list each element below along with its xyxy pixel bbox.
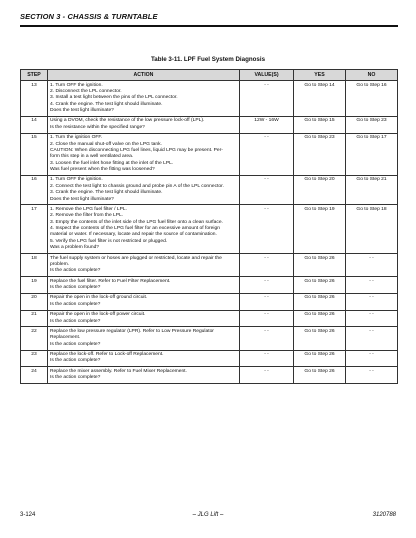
action-line: 5. Verify the LPG fuel filter is not restricted or plugged. xyxy=(50,238,168,244)
yes-cell: Go to Step 26 xyxy=(294,327,346,350)
action-line: Is the action complete? xyxy=(50,375,101,381)
step-cell: 15 xyxy=(21,133,48,175)
table-row xyxy=(21,81,398,117)
action-line: Does the test light illuminate? xyxy=(50,108,114,113)
table-row xyxy=(21,293,398,310)
action-line: form this step in a well ventilated area. xyxy=(50,154,134,160)
action-cell xyxy=(48,205,240,254)
diagnosis-table xyxy=(20,69,398,384)
no-cell: - - xyxy=(346,310,398,327)
action-line: material or water. If necessary, locate and repair the source of contamination. xyxy=(50,232,217,238)
action-line: Was a problem found? xyxy=(50,245,100,251)
yes-cell: Go to Step 19 xyxy=(294,205,346,254)
action-line: 3. Empty the contents of the inlet side of the LPG fuel filter onto a clean surface. xyxy=(50,219,223,225)
table-row xyxy=(21,327,398,350)
action-line: CAUTION: When disconnecting LPG fuel lines, liquid LPG may be present. Per- xyxy=(50,147,223,153)
table-row xyxy=(21,133,398,175)
action-line: 2. Connect the test light to chassis ground and probe pin A of the LPL connector. xyxy=(50,183,224,189)
value-cell: - - xyxy=(240,175,294,205)
step-cell: 13 xyxy=(21,81,48,117)
action-line: problem. xyxy=(50,261,70,267)
action-line: 2. Close the manual shut-off valve on the LPG tank. xyxy=(50,141,162,147)
action-cell xyxy=(48,254,240,277)
step-cell: 23 xyxy=(21,350,48,367)
yes-cell: Go to Step 26 xyxy=(294,350,346,367)
no-cell: - - xyxy=(346,367,398,384)
yes-cell: Go to Step 26 xyxy=(294,310,346,327)
footer-publisher: – JLG Lift – xyxy=(192,512,224,518)
step-cell: 17 xyxy=(21,205,48,254)
action-line: 2. Disconnect the LPL connector. xyxy=(50,88,122,94)
yes-cell: Go to Step 20 xyxy=(294,175,346,205)
yes-cell: Go to Step 14 xyxy=(294,81,346,117)
yes-cell: Go to Step 23 xyxy=(294,133,346,175)
no-cell: - - xyxy=(346,293,398,310)
step-cell: 19 xyxy=(21,277,48,294)
value-cell: - - xyxy=(240,350,294,367)
action-line: Replace the fuel filter. Refer to Fuel Filter Replacement. xyxy=(50,278,171,284)
no-cell: Go to Step 21 xyxy=(346,175,398,205)
column-header-step: STEP xyxy=(21,70,48,81)
column-header-action: ACTION xyxy=(48,70,240,81)
action-line: Replace the low pressure regulator (LPR). Refer to Low Pressure Regulator xyxy=(50,328,214,334)
no-cell: Go to Step 18 xyxy=(346,205,398,254)
column-header-values: VALUE(S) xyxy=(240,70,294,81)
action-line: Using a DVOM, check the resistance of the low pressure lock-off (LPL). xyxy=(50,118,205,124)
step-cell: 20 xyxy=(21,293,48,310)
action-cell xyxy=(48,310,240,327)
action-line: 1. Turn the ignition OFF. xyxy=(50,135,103,141)
no-cell: Go to Step 16 xyxy=(346,81,398,117)
action-line: Replace the lock-off. Refer to Lock-off Replacement. xyxy=(50,352,164,357)
action-line: Does the test light illuminate? xyxy=(50,196,114,202)
action-cell xyxy=(48,81,240,117)
value-cell: - - xyxy=(240,81,294,117)
value-cell: - - xyxy=(240,205,294,254)
action-line: Is the action complete? xyxy=(50,358,101,364)
table-row xyxy=(21,205,398,254)
action-line: Is the action complete? xyxy=(50,268,101,274)
value-cell: - - xyxy=(240,367,294,384)
step-cell: 14 xyxy=(21,116,48,133)
action-line: Is the action complete? xyxy=(50,285,101,290)
step-cell: 21 xyxy=(21,310,48,327)
yes-cell: Go to Step 26 xyxy=(294,254,346,277)
section-header: SECTION 3 - CHASSIS & TURNTABLE xyxy=(20,12,158,21)
action-line: Repair the open in the lock-off power circuit. xyxy=(50,312,146,318)
action-line: Is the action complete? xyxy=(50,341,101,347)
yes-cell: Go to Step 26 xyxy=(294,367,346,384)
action-line: 4. Inspect the contents of the LPG fuel filter for an excessive amount of foreign xyxy=(50,226,220,231)
table-row xyxy=(21,277,398,294)
step-cell: 18 xyxy=(21,254,48,277)
action-line: Replacement. xyxy=(50,335,81,341)
action-cell xyxy=(48,175,240,205)
header-rule xyxy=(20,25,398,27)
no-cell: Go to Step 23 xyxy=(346,116,398,133)
no-cell: - - xyxy=(346,254,398,277)
no-cell: - - xyxy=(346,327,398,350)
action-cell xyxy=(48,293,240,310)
action-line: Is the resistance within the specified range? xyxy=(50,124,145,130)
action-cell xyxy=(48,277,240,294)
action-line: 3. Loosen the fuel inlet hose fitting at the inlet of the LPL. xyxy=(50,160,174,166)
column-header-no: NO xyxy=(346,70,398,81)
action-cell xyxy=(48,367,240,384)
value-cell: - - xyxy=(240,277,294,294)
action-cell xyxy=(48,133,240,175)
action-line: 1. Turn OFF the ignition. xyxy=(50,177,103,183)
table-row xyxy=(21,175,398,205)
value-cell: - - xyxy=(240,310,294,327)
footer-doc-number: 3120788 xyxy=(372,512,396,518)
value-cell: - - xyxy=(240,293,294,310)
no-cell: Go to Step 17 xyxy=(346,133,398,175)
yes-cell: Go to Step 15 xyxy=(294,116,346,133)
value-cell: 12W - 16W xyxy=(240,116,294,133)
action-line: The fuel supply system or hoses are plugged or restricted, locate and repair the xyxy=(50,255,222,261)
action-line: 3. Crank the engine. The test light should illuminate. xyxy=(50,190,163,196)
action-cell xyxy=(48,350,240,367)
action-line: Replace the mixer assembly. Refer to Fuel Mixer Replacement. xyxy=(50,368,187,374)
action-line: 1. Turn OFF the ignition. xyxy=(50,82,103,88)
action-line: Is the action complete? xyxy=(50,318,101,324)
action-line: 4. Crank the engine. The test light should illuminate. xyxy=(50,101,163,107)
action-cell xyxy=(48,116,240,133)
yes-cell: Go to Step 26 xyxy=(294,293,346,310)
value-cell: - - xyxy=(240,327,294,350)
value-cell: - - xyxy=(240,133,294,175)
column-header-yes: YES xyxy=(294,70,346,81)
yes-cell: Go to Step 26 xyxy=(294,277,346,294)
action-line: 3. Install a test light between the pins of the LPL connector. xyxy=(50,95,178,101)
table-row xyxy=(21,310,398,327)
value-cell: - - xyxy=(240,254,294,277)
table-body xyxy=(21,81,398,384)
action-line: Was fuel present when the fitting was loosened? xyxy=(50,167,155,172)
table-title: Table 3-11. LPF Fuel System Diagnosis xyxy=(150,56,266,63)
table-row xyxy=(21,254,398,277)
action-cell xyxy=(48,327,240,350)
table-header-row xyxy=(21,70,398,81)
table-row xyxy=(21,116,398,133)
action-line: 2. Remove the filter from the LPL. xyxy=(50,213,124,219)
footer-page-number: 3-124 xyxy=(20,512,36,518)
action-line: Is the action complete? xyxy=(50,301,101,307)
step-cell: 22 xyxy=(21,327,48,350)
action-line: 1. Remove the LPG fuel filter / LPL. xyxy=(50,206,127,212)
action-line: Repair the open in the lock-off ground circuit. xyxy=(50,295,148,301)
table-row xyxy=(21,367,398,384)
no-cell: - - xyxy=(346,350,398,367)
step-cell: 24 xyxy=(21,367,48,384)
step-cell: 16 xyxy=(21,175,48,205)
table-row xyxy=(21,350,398,367)
no-cell: - - xyxy=(346,277,398,294)
